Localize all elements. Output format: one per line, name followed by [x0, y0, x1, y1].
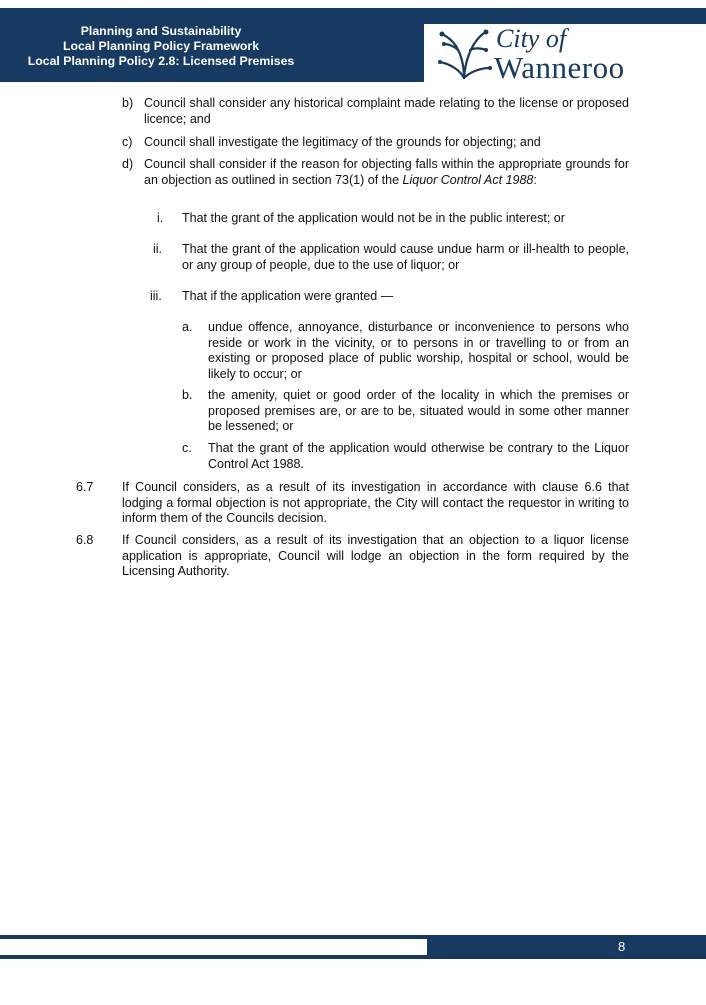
header-line-department: Planning and Sustainability: [80, 24, 242, 38]
page-number: 8: [618, 939, 626, 954]
list-label: iii.: [150, 289, 162, 303]
sublist-item-ii: [153, 242, 629, 273]
list-label: b): [122, 96, 134, 110]
clause-text: If Council considers, as a result of its investigation that an objection to a liquor license application is appropriate, Council will lodge an objection in the form required by the Licensing Authority.: [122, 533, 629, 578]
list-text: [144, 157, 629, 188]
page-header: [0, 8, 706, 85]
subsublist-item-a: [182, 320, 629, 382]
list-text: undue offence, annoyance, disturbance or inconvenience to persons who reside or work in the vicinity, or to persons in or travelling to or from an existing or proposed place of public worship, hospital or school, would be likely to occur; or: [208, 320, 629, 381]
footer-band: [0, 939, 427, 955]
list-text-part: :: [533, 172, 537, 187]
clause-number: 6.7: [76, 480, 94, 494]
clause-number: 6.8: [76, 533, 94, 547]
list-label: c): [122, 135, 133, 149]
header-line-framework: Local Planning Policy Framework: [62, 39, 260, 53]
list-text: That the grant of the application would cause undue harm or ill-health to people, or any group of people, due to the use of liquor; or: [182, 242, 629, 272]
act-name: Liquor Control Act 1988: [402, 172, 534, 187]
clause-text: If Council considers, as a result of its investigation in accordance with clause 6.6 that lodging a formal objection is not appropriate, the City will contact the requestor in writing to inform them of the Councils decision.: [122, 480, 629, 525]
logo-text-wanneroo: Wanneroo: [494, 50, 625, 85]
list-text: That if the application were granted —: [182, 289, 394, 303]
header-title: [0, 24, 322, 69]
city-logo: [424, 24, 706, 85]
list-text: That the grant of the application would otherwise be contrary to the Liquor Control Act 1988.: [208, 441, 629, 471]
sublist-item-i: [157, 211, 629, 227]
header-line-policy: Local Planning Policy 2.8: Licensed Premises: [27, 54, 295, 68]
logo-text-city-of: City of: [496, 24, 567, 53]
clause-6-8: [76, 533, 629, 580]
list-label: c.: [182, 441, 192, 455]
list-label: i.: [157, 211, 164, 225]
kangaroo-paw-icon: [434, 26, 494, 82]
list-text: That the grant of the application would not be in the public interest; or: [182, 211, 565, 225]
sublist-item-iii: [150, 289, 629, 305]
list-text: Council shall investigate the legitimacy of the grounds for objecting; and: [144, 135, 541, 149]
list-label: b.: [182, 388, 193, 402]
list-item-d: [122, 157, 629, 188]
list-text: Council shall consider any historical complaint made relating to the license or proposed licence; and: [144, 96, 629, 126]
list-item-b: [122, 96, 629, 127]
list-label: a.: [182, 320, 193, 334]
list-label: d): [122, 157, 134, 171]
list-label: ii.: [153, 242, 163, 256]
clause-6-7: [76, 480, 629, 527]
subsublist-item-c: [182, 441, 629, 472]
list-text-part: Council shall consider if the reason for objecting falls within the appropriate grounds for an objection as outlined in section 73(1) of the: [144, 157, 629, 187]
page-footer: [0, 935, 706, 959]
list-item-c: [122, 135, 629, 151]
list-text: the amenity, quiet or good order of the locality in which the premises or proposed premises are, or are to be, situated would in some other manner be lessened; or: [208, 388, 629, 433]
subsublist-item-b: [182, 388, 629, 435]
